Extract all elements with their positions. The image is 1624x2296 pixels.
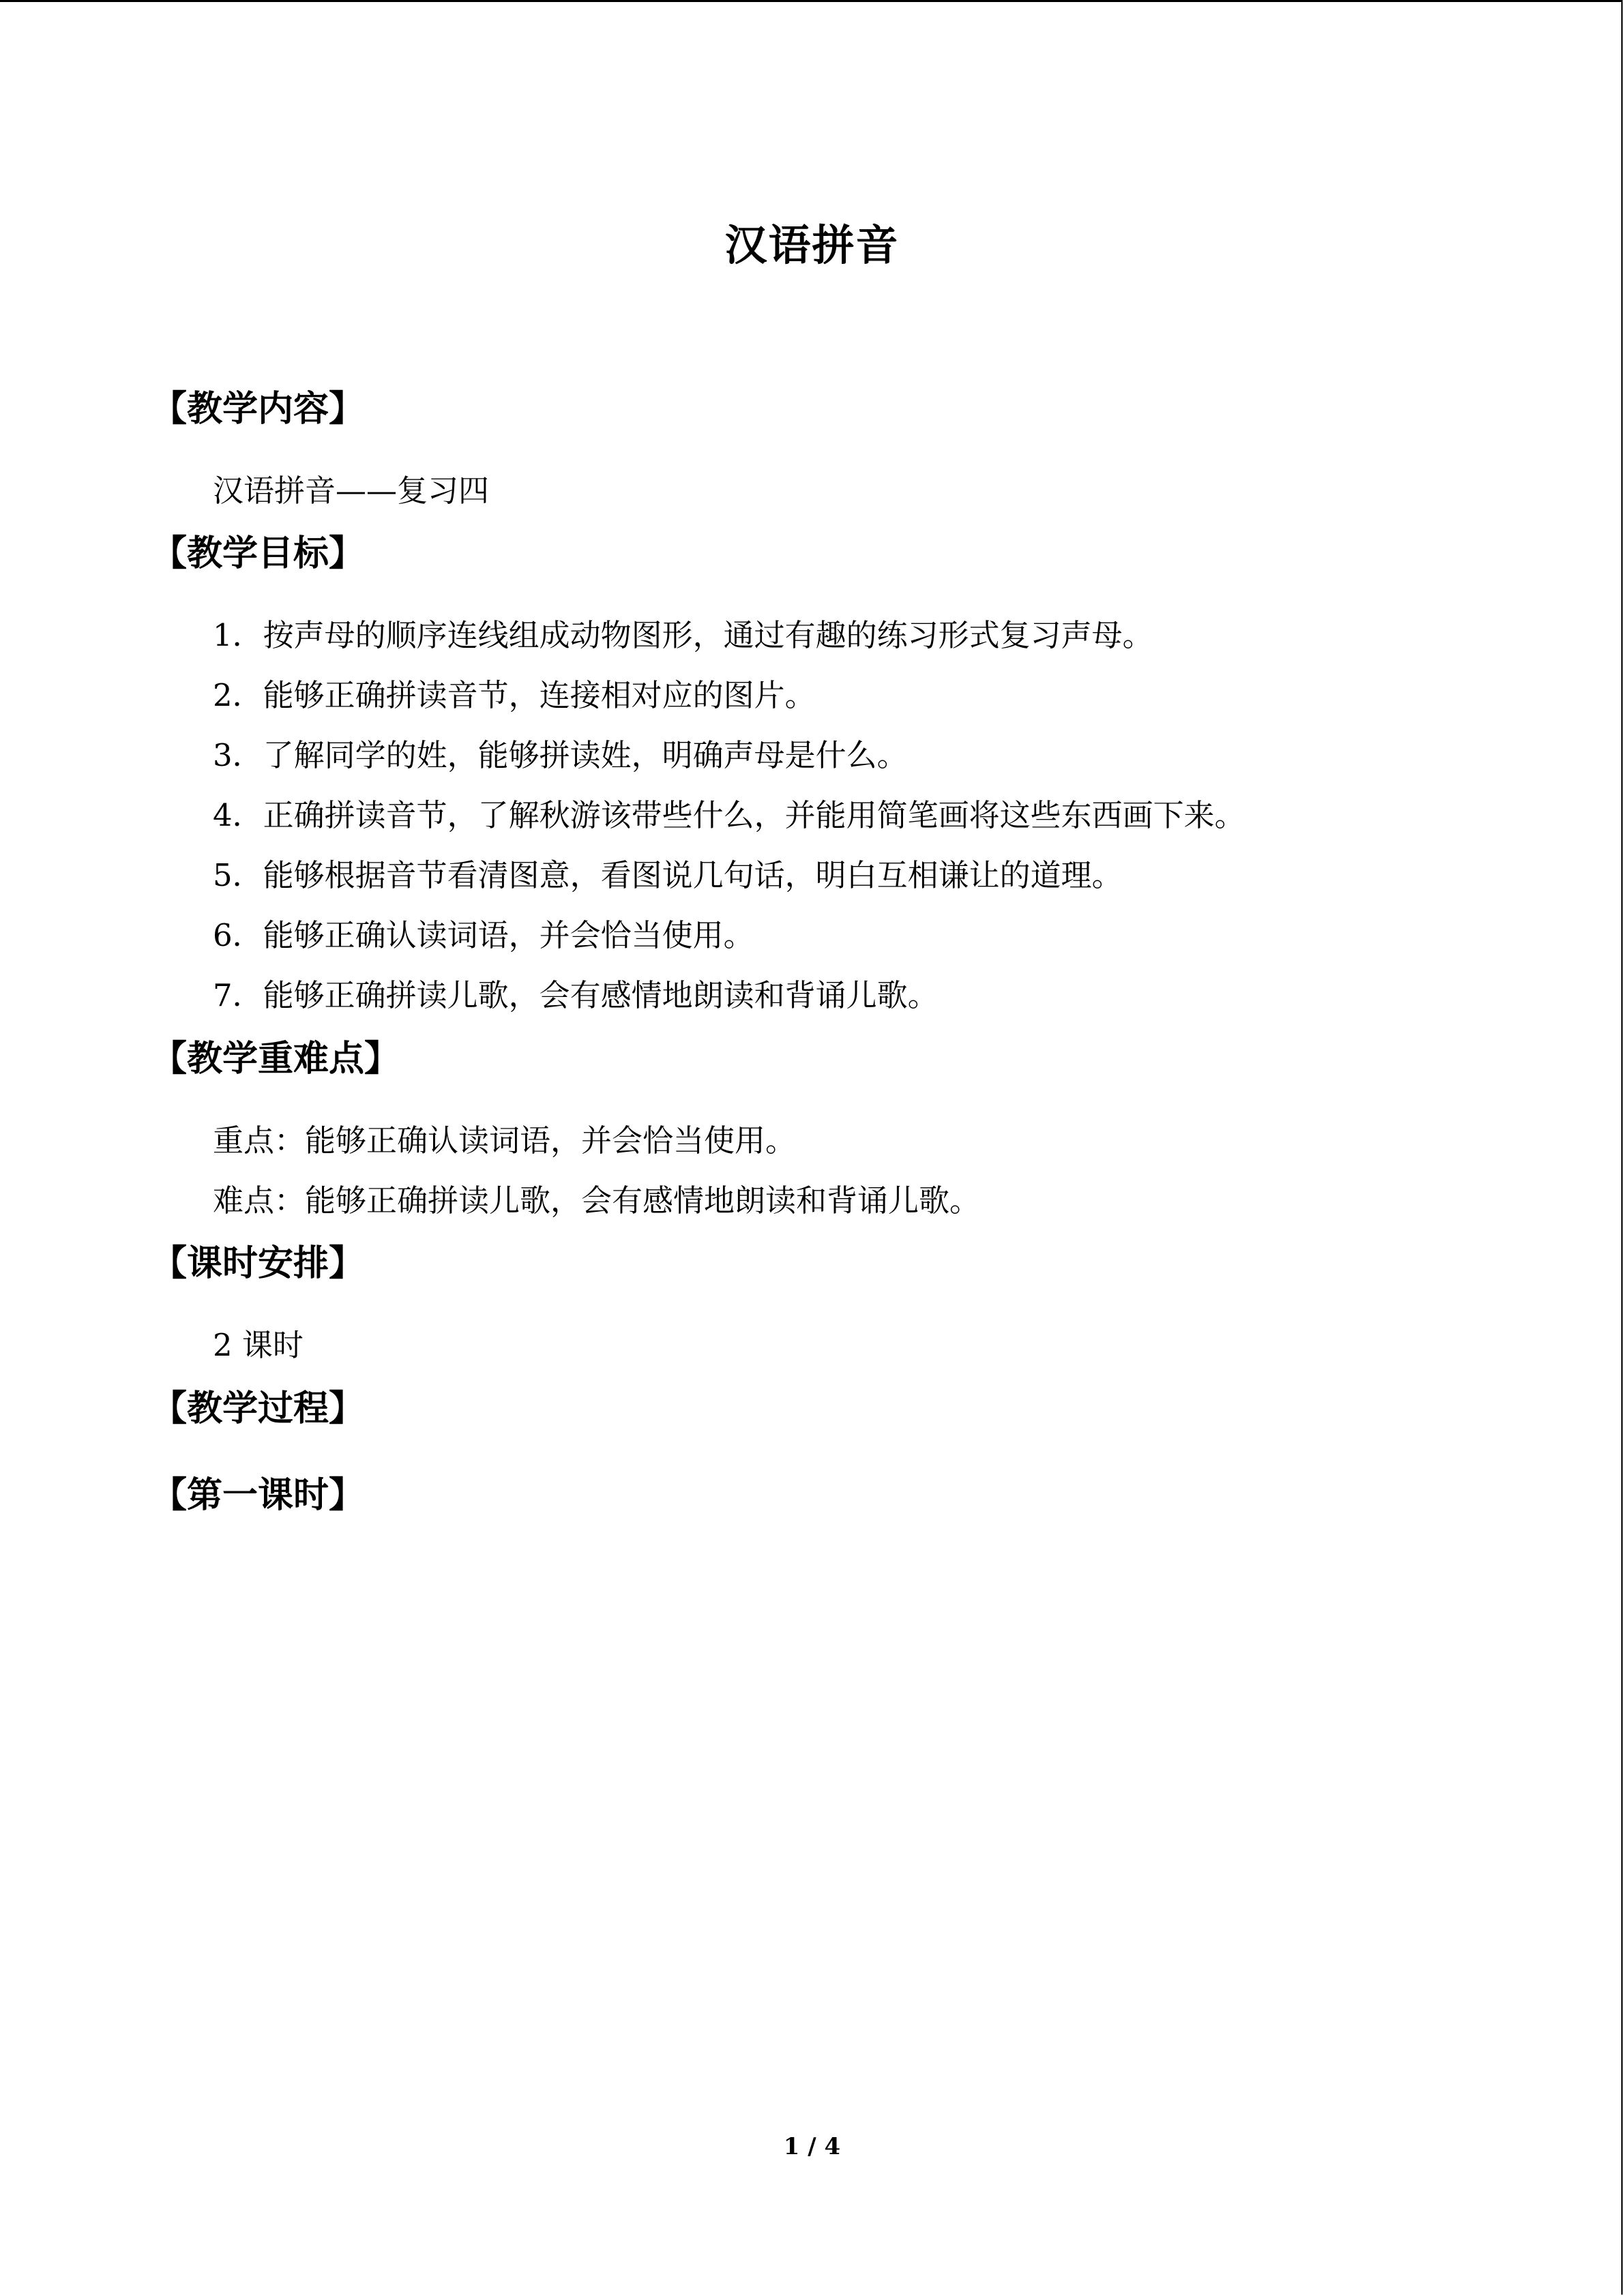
goal-item-3: 3．了解同学的姓，能够拼读姓，明确声母是什么。 — [213, 737, 908, 773]
heading-teaching-process: 【教学过程】 — [151, 1388, 365, 1429]
heading-first-lesson: 【第一课时】 — [151, 1475, 365, 1516]
goal-item-5: 5．能够根据音节看清图意，看图说几句话，明白互相谦让的道理。 — [213, 857, 1123, 893]
goal-item-1: 1．按声母的顺序连线组成动物图形，通过有趣的练习形式复习声母。 — [213, 617, 1153, 653]
schedule-text: 2 课时 — [213, 1327, 304, 1363]
key-point-difficulty: 难点：能够正确拼读儿歌，会有感情地朗读和背诵儿歌。 — [213, 1182, 981, 1219]
goal-item-7: 7．能够正确拼读儿歌，会有感情地朗读和背诵儿歌。 — [213, 977, 939, 1013]
document-title: 汉语拼音 — [724, 220, 900, 270]
goal-item-6: 6．能够正确认读词语，并会恰当使用。 — [213, 917, 754, 953]
heading-key-points: 【教学重难点】 — [151, 1039, 400, 1079]
key-point-focus: 重点：能够正确认读词语，并会恰当使用。 — [213, 1122, 797, 1159]
heading-teaching-content: 【教学内容】 — [151, 389, 365, 430]
page-indicator: 1 / 4 — [783, 2133, 841, 2160]
teaching-content-text: 汉语拼音——复习四 — [213, 473, 490, 509]
goal-item-2: 2．能够正确拼读音节，连接相对应的图片。 — [213, 677, 816, 713]
goal-item-4: 4．正确拼读音节，了解秋游该带些什么，并能用简笔画将这些东西画下来。 — [213, 797, 1245, 833]
heading-teaching-goals: 【教学目标】 — [151, 533, 365, 574]
heading-schedule: 【课时安排】 — [151, 1243, 365, 1284]
